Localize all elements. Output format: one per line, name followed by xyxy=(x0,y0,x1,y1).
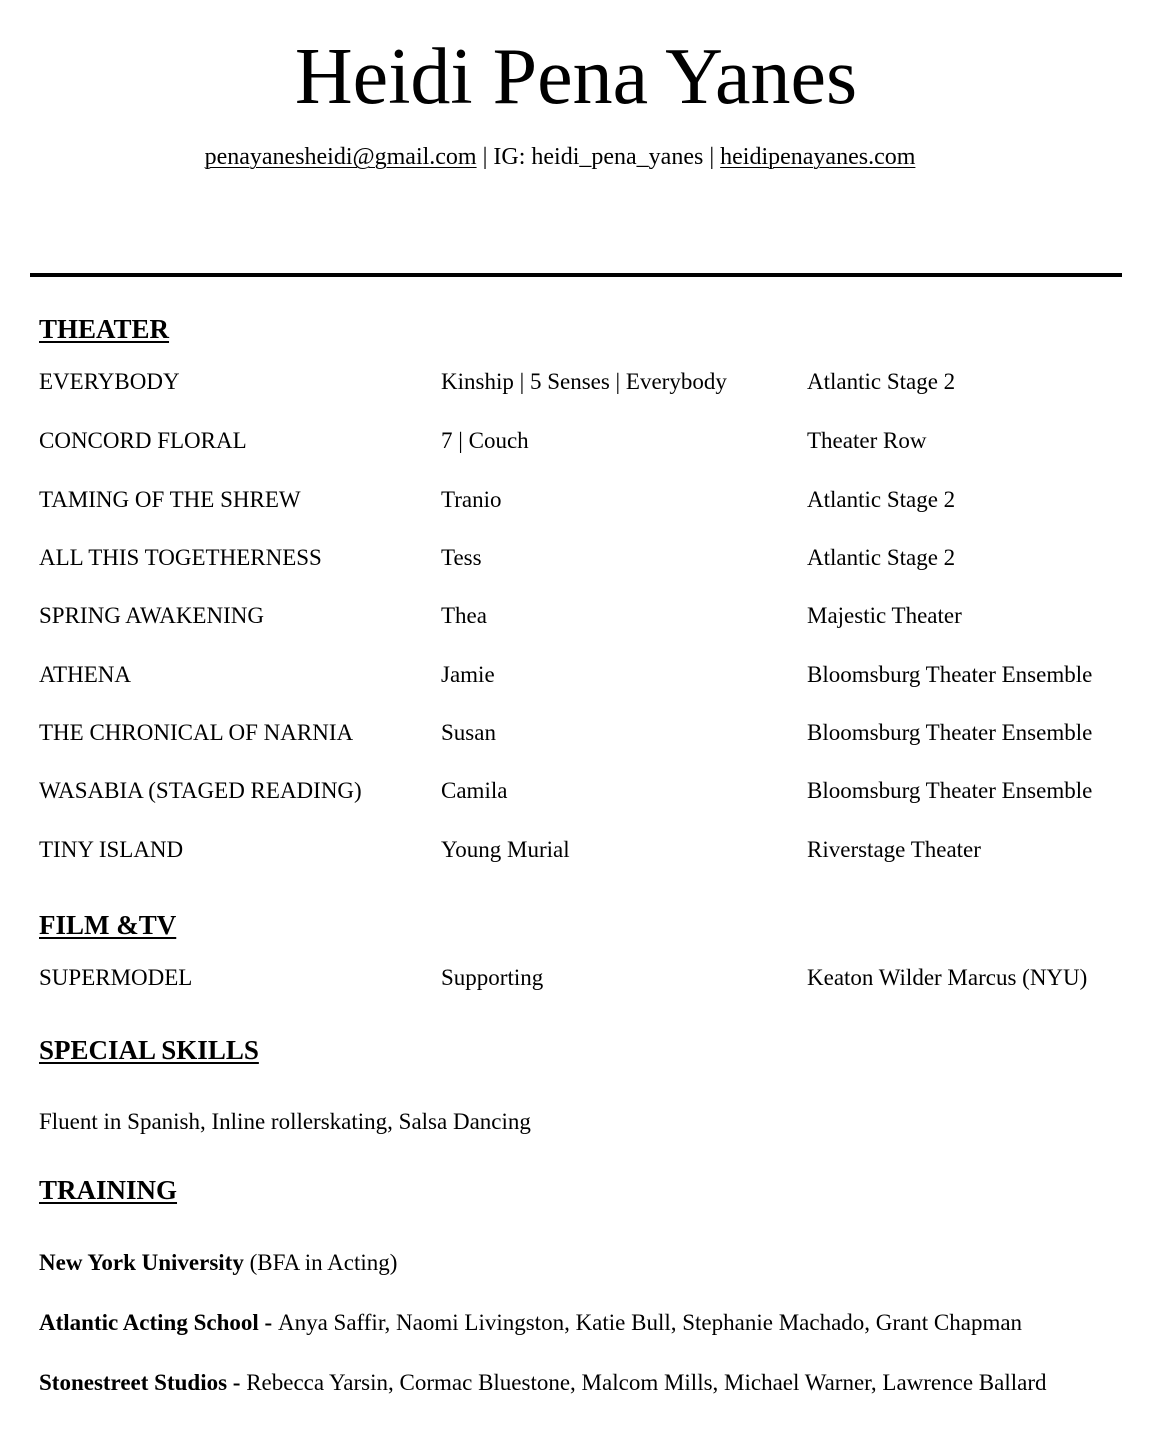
credit-venue: Majestic Theater xyxy=(807,603,962,628)
training-school: New York University xyxy=(39,1250,244,1275)
section-title-film-tv: FILM &TV xyxy=(39,910,177,940)
training-entry xyxy=(39,1366,1047,1400)
credit-role: Tess xyxy=(441,545,482,570)
credit-venue: Atlantic Stage 2 xyxy=(807,545,956,570)
credit-role: Supporting xyxy=(441,965,544,990)
credit-role: Young Murial xyxy=(441,837,570,862)
credit-role: Thea xyxy=(441,603,487,628)
credit-show: ATHENA xyxy=(39,662,131,687)
credit-show: SPRING AWAKENING xyxy=(39,603,264,628)
training-detail: Anya Saffir, Naomi Livingston, Katie Bull, Stephanie Machado, Grant Chapman xyxy=(277,1310,1023,1335)
credit-role: Susan xyxy=(441,720,496,745)
credit-venue: Theater Row xyxy=(807,428,927,453)
section-title-training: TRAINING xyxy=(39,1175,178,1205)
header-divider xyxy=(30,273,1122,277)
credit-show: CONCORD FLORAL xyxy=(39,428,247,453)
training-detail: (BFA in Acting) xyxy=(243,1250,398,1275)
credit-show: EVERYBODY xyxy=(39,369,180,394)
credit-venue: Bloomsburg Theater Ensemble xyxy=(807,662,1093,687)
credit-role: Jamie xyxy=(441,662,495,687)
credit-role: 7 | Couch xyxy=(441,428,529,453)
credit-venue: Bloomsburg Theater Ensemble xyxy=(807,720,1093,745)
credit-show: TINY ISLAND xyxy=(39,837,184,862)
table-row xyxy=(0,365,1152,399)
credit-venue: Atlantic Stage 2 xyxy=(807,369,956,394)
training-entry xyxy=(39,1246,397,1280)
contact-separator: | IG: xyxy=(476,144,532,170)
contact-line xyxy=(0,141,1120,173)
credit-venue: Keaton Wilder Marcus (NYU) xyxy=(807,965,1088,990)
instagram-handle: heidi_pena_yanes xyxy=(531,144,704,170)
table-row xyxy=(0,774,1152,808)
table-row xyxy=(0,961,1152,995)
training-school: Stonestreet Studios - xyxy=(39,1370,247,1395)
contact-separator: | xyxy=(703,144,721,170)
website-link[interactable]: heidipenayanes.com xyxy=(720,144,916,170)
section-title-special-skills: SPECIAL SKILLS xyxy=(39,1035,259,1065)
training-detail: Rebecca Yarsin, Cormac Bluestone, Malcom Mills, Michael Warner, Lawrence Ballard xyxy=(246,1370,1047,1395)
section-title-theater: THEATER xyxy=(39,314,170,344)
email-link[interactable]: penayanesheidi@gmail.com xyxy=(204,144,477,170)
credit-show: WASABIA (STAGED READING) xyxy=(39,778,362,803)
credit-show: TAMING OF THE SHREW xyxy=(39,487,301,512)
credit-role: Camila xyxy=(441,778,508,803)
training-entry xyxy=(39,1306,1022,1340)
credit-venue: Bloomsburg Theater Ensemble xyxy=(807,778,1093,803)
skills-text: Fluent in Spanish, Inline rollerskating, Salsa Dancing xyxy=(39,1109,531,1134)
resume-name: Heidi Pena Yanes xyxy=(294,33,858,121)
table-row xyxy=(0,541,1152,575)
table-row xyxy=(0,716,1152,750)
credit-venue: Riverstage Theater xyxy=(807,837,981,862)
table-row xyxy=(0,658,1152,692)
table-row xyxy=(0,599,1152,633)
credit-role: Tranio xyxy=(441,487,502,512)
table-row xyxy=(0,483,1152,517)
credit-show: SUPERMODEL xyxy=(39,965,193,990)
credit-role: Kinship | 5 Senses | Everybody xyxy=(441,369,727,394)
credit-show: THE CHRONICAL OF NARNIA xyxy=(39,720,354,745)
table-row xyxy=(0,424,1152,458)
credit-show: ALL THIS TOGETHERNESS xyxy=(39,545,322,570)
training-school: Atlantic Acting School - xyxy=(39,1310,278,1335)
credit-venue: Atlantic Stage 2 xyxy=(807,487,956,512)
table-row xyxy=(0,833,1152,867)
